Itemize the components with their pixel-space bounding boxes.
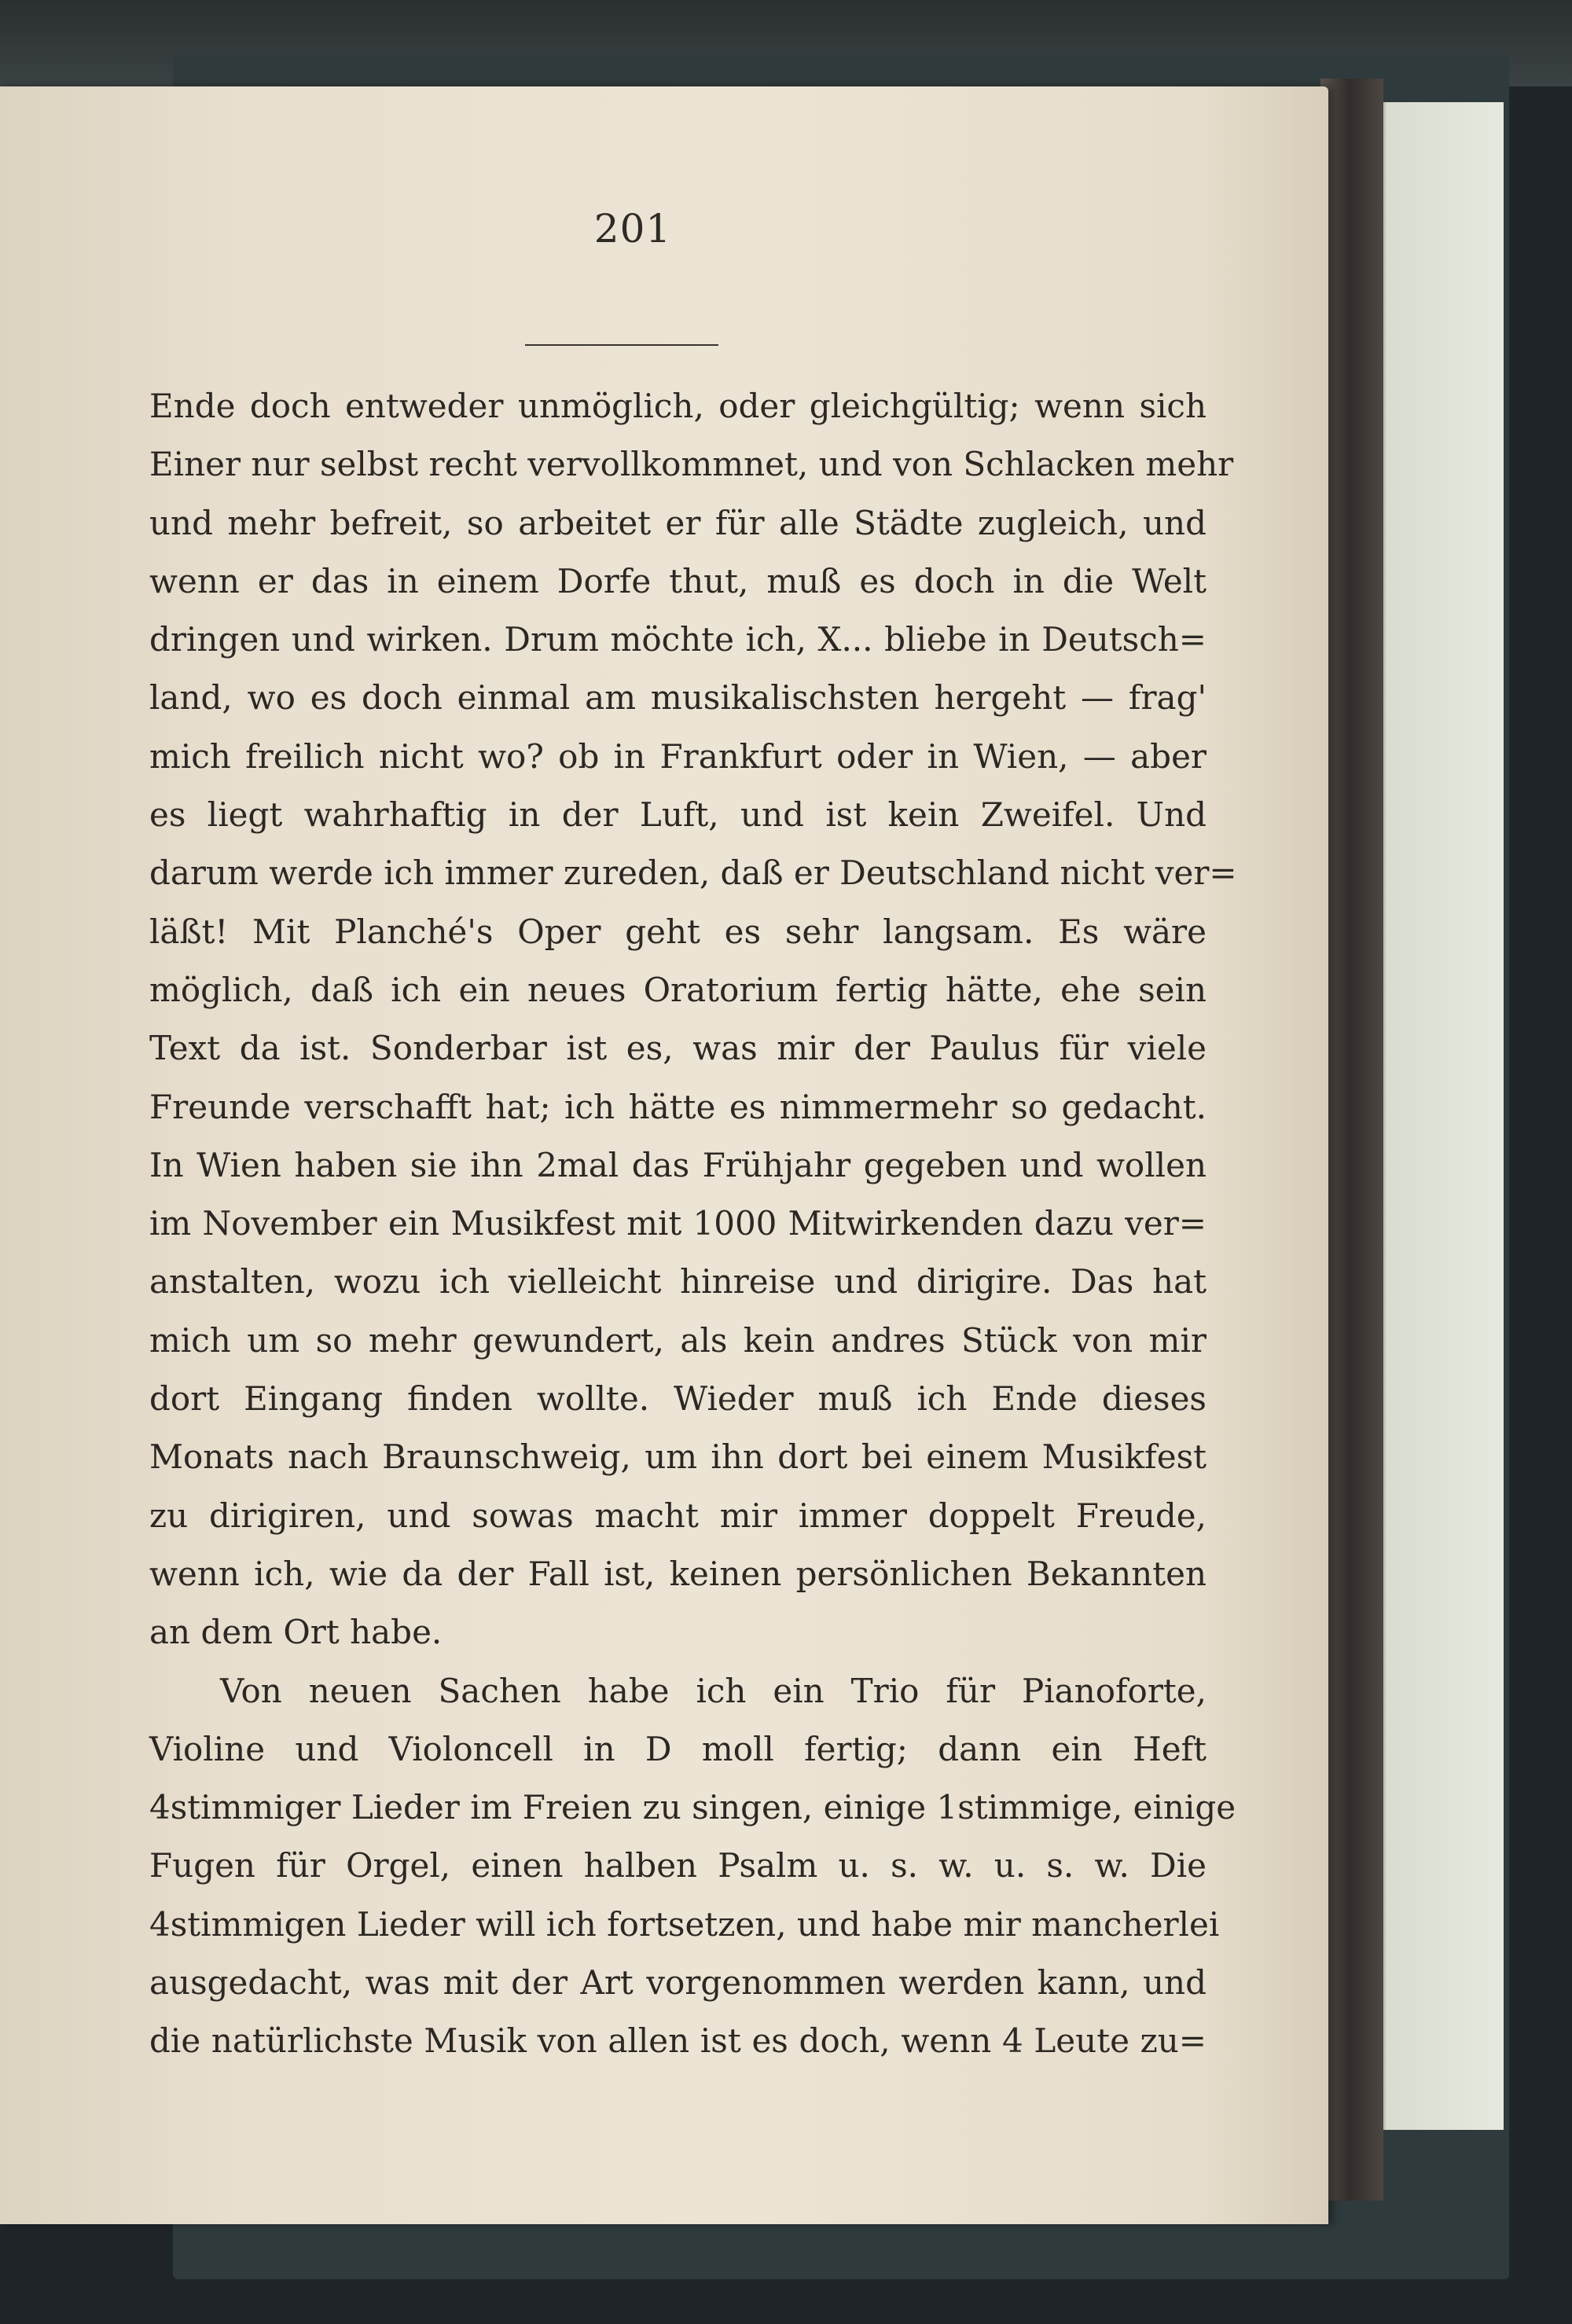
text-line: zu dirigiren, und sowas macht mir immer doppelt Freude,: [149, 1496, 1207, 1535]
text-line: es liegt wahrhaftig in der Luft, und ist kein Zweifel. Und: [149, 795, 1207, 835]
text-line: wenn er das in einem Dorfe thut, muß es doch in die Welt: [149, 561, 1207, 600]
text-line: Monats nach Braunschweig, um ihn dort bei einem Musikfest: [149, 1437, 1207, 1477]
text-line: und mehr befreit, so arbeitet er für alle Städte zugleich, und: [149, 503, 1207, 542]
text-line: Einer nur selbst recht vervollkommnet, und von Schlacken mehr: [149, 445, 1234, 484]
text-line: In Wien haben sie ihn 2mal das Frühjahr gegeben und wollen: [149, 1145, 1207, 1184]
text-line: dringen und wirken. Drum möchte ich, X... bliebe in Deutsch=: [149, 620, 1207, 659]
text-line: Fugen für Orgel, einen halben Psalm u. s. w. u. s. w. Die: [149, 1846, 1207, 1885]
page-edge: [1320, 79, 1383, 2201]
text-line: an dem Ort habe.: [149, 1613, 443, 1652]
text-line: land, wo es doch einmal am musikalischsten hergeht — frag': [149, 678, 1207, 718]
back-page: [1383, 102, 1504, 2130]
text-line: dort Eingang finden wollte. Wieder muß ich Ende dieses: [149, 1379, 1207, 1419]
text-line: die natürlichste Musik von allen ist es doch, wenn 4 Leute zu=: [149, 2021, 1207, 2061]
text-line: Violine und Violoncell in D moll fertig; dann ein Heft: [149, 1729, 1207, 1768]
text-line: wenn ich, wie da der Fall ist, keinen persönlichen Bekannten: [149, 1554, 1207, 1593]
text-line: Freunde verschafft hat; ich hätte es nimmermehr so gedacht.: [149, 1087, 1207, 1126]
text-line: läßt! Mit Planché's Oper geht es sehr langsam. Es wäre: [149, 912, 1207, 951]
page-number-rule: [525, 344, 718, 346]
text-line: möglich, daß ich ein neues Oratorium fertig hätte, ehe sein: [149, 970, 1207, 1009]
text-line: Text da ist. Sonderbar ist es, was mir der Paulus für viele: [149, 1029, 1207, 1068]
text-line: 4stimmiger Lieder im Freien zu singen, einige 1stimmige, einige: [149, 1788, 1236, 1827]
page-number: 201: [593, 206, 672, 251]
text-line: anstalten, wozu ich vielleicht hinreise und dirigire. Das hat: [149, 1262, 1207, 1302]
text-line: ausgedacht, was mit der Art vorgenommen werden kann, und: [149, 1963, 1207, 2003]
text-line: mich um so mehr gewundert, als kein andres Stück von mir: [149, 1320, 1207, 1360]
text-line: mich freilich nicht wo? ob in Frankfurt oder in Wien, — aber: [149, 736, 1207, 776]
text-line: Ende doch entweder unmöglich, oder gleichgültig; wenn sich: [149, 387, 1207, 425]
text-line: 4stimmigen Lieder will ich fortsetzen, und habe mir mancherlei: [149, 1904, 1220, 1944]
body-text: [149, 377, 1237, 2071]
text-line: im November ein Musikfest mit 1000 Mitwirkenden dazu ver=: [149, 1204, 1207, 1243]
text-line: Von neuen Sachen habe ich ein Trio für Pianoforte,: [220, 1671, 1207, 1710]
text-line: darum werde ich immer zureden, daß er Deutschland nicht ver=: [149, 854, 1237, 893]
